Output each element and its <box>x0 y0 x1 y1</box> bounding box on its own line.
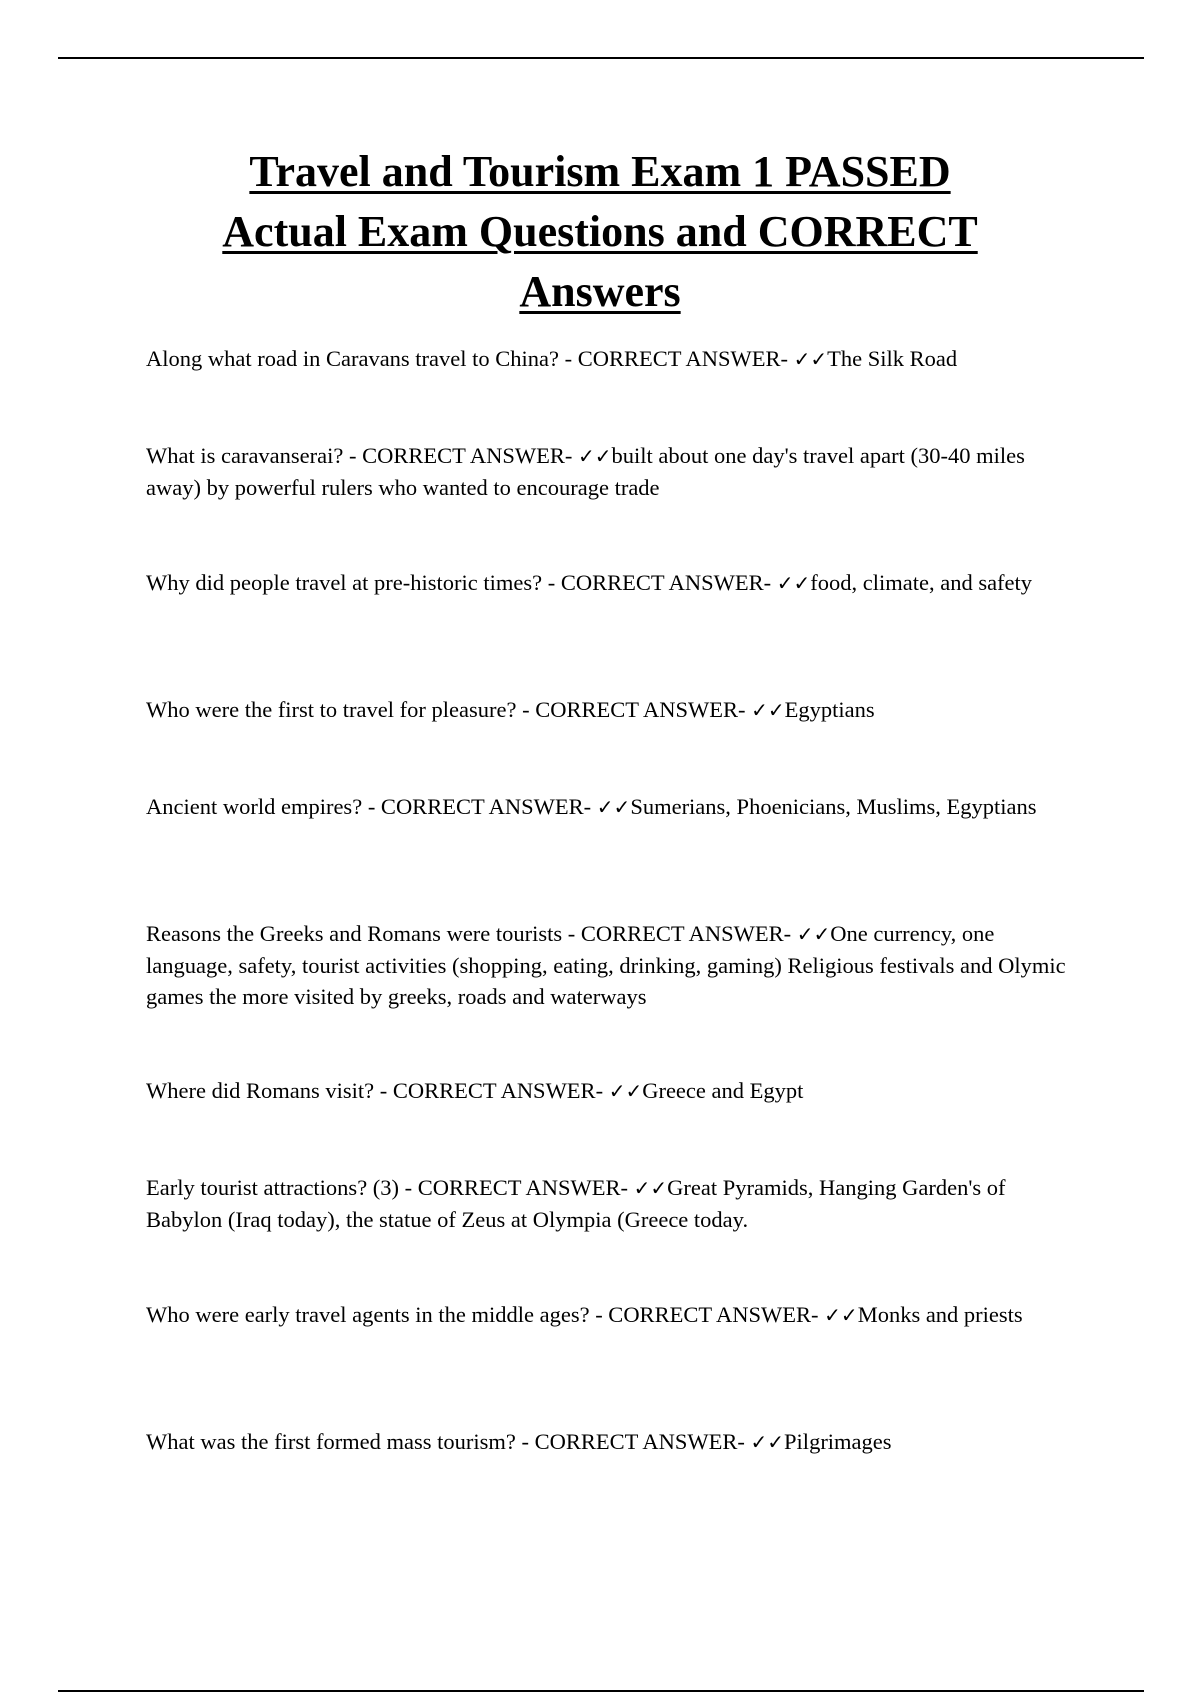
qa-item-10 <box>146 1426 1066 1458</box>
qa-item-4 <box>146 694 1066 726</box>
check-icon: ✓✓ <box>824 1303 858 1327</box>
answer-text: Sumerians, Phoenicians, Muslims, Egyptians <box>630 794 1037 819</box>
check-icon: ✓✓ <box>608 1079 643 1103</box>
qa-item-8 <box>146 1172 1066 1235</box>
answer-text: Egyptians <box>784 697 875 722</box>
check-icon: ✓✓ <box>796 922 831 946</box>
check-icon: ✓✓ <box>750 1430 785 1454</box>
answer-text: One currency, one language, safety, tourist activities (shopping, eating, drinking, gaming) Religious festivals and Olymic games the more visited by greeks, roads and waterways <box>146 921 1066 1009</box>
answer-label: - CORRECT ANSWER- <box>515 1429 751 1454</box>
top-rule <box>58 57 1144 59</box>
check-icon: ✓✓ <box>793 347 828 371</box>
question-text: Ancient world empires? <box>146 794 363 819</box>
qa-item-2 <box>146 440 1066 503</box>
check-icon: ✓✓ <box>596 795 631 819</box>
title-line-2: Actual Exam Questions and CORRECT <box>222 207 978 256</box>
check-icon: ✓✓ <box>578 444 612 468</box>
answer-label: - CORRECT ANSWER- <box>562 921 797 946</box>
question-text: Who were the first to travel for pleasure? <box>146 697 517 722</box>
question-text: What was the first formed mass tourism? <box>146 1429 516 1454</box>
question-text: Who were early travel agents in the middle ages? <box>146 1302 590 1327</box>
qa-item-3 <box>146 567 1066 599</box>
check-icon: ✓✓ <box>633 1176 668 1200</box>
answer-text: built about one day's travel apart (30-40 miles away) by powerful rulers who wanted to encourage trade <box>146 443 1025 500</box>
answer-text: Great Pyramids, Hanging Garden's of Babylon (Iraq today), the statue of Zeus at Olympia (Greece today. <box>146 1175 1006 1232</box>
qa-item-9 <box>146 1299 1066 1331</box>
qa-item-7 <box>146 1075 1066 1107</box>
question-text: Where did Romans visit? <box>146 1078 375 1103</box>
answer-label: - CORRECT ANSWER- <box>399 1175 634 1200</box>
answer-label: - CORRECT ANSWER- <box>343 443 578 468</box>
qa-item-5 <box>146 791 1066 823</box>
question-text: What is caravanserai? <box>146 443 344 468</box>
title-line-1: Travel and Tourism Exam 1 PASSED <box>249 147 951 196</box>
qa-item-1 <box>146 343 1066 375</box>
answer-text: Pilgrimages <box>784 1429 892 1454</box>
answer-label: - CORRECT ANSWER- <box>516 697 752 722</box>
answer-text: Monks and priests <box>857 1302 1023 1327</box>
page-title <box>100 142 1100 322</box>
title-line-3: Answers <box>519 267 681 316</box>
answer-label: - CORRECT ANSWER- <box>362 794 597 819</box>
bottom-rule <box>58 1690 1144 1692</box>
qa-item-6 <box>146 918 1066 1012</box>
check-icon: ✓✓ <box>776 571 811 595</box>
answer-label: - CORRECT ANSWER- <box>559 346 794 371</box>
question-text: Why did people travel at pre-historic times? <box>146 570 543 595</box>
answer-text: food, climate, and safety <box>810 570 1033 595</box>
answer-label: - CORRECT ANSWER- <box>542 570 777 595</box>
answer-text: Greece and Egypt <box>642 1078 804 1103</box>
question-text: Along what road in Caravans travel to China? <box>146 346 560 371</box>
check-icon: ✓✓ <box>751 698 785 722</box>
answer-label: - CORRECT ANSWER- <box>374 1078 609 1103</box>
question-text: Reasons the Greeks and Romans were tourists <box>146 921 563 946</box>
answer-label: - CORRECT ANSWER- <box>589 1302 825 1327</box>
answer-text: The Silk Road <box>827 346 958 371</box>
question-text: Early tourist attractions? (3) <box>146 1175 400 1200</box>
